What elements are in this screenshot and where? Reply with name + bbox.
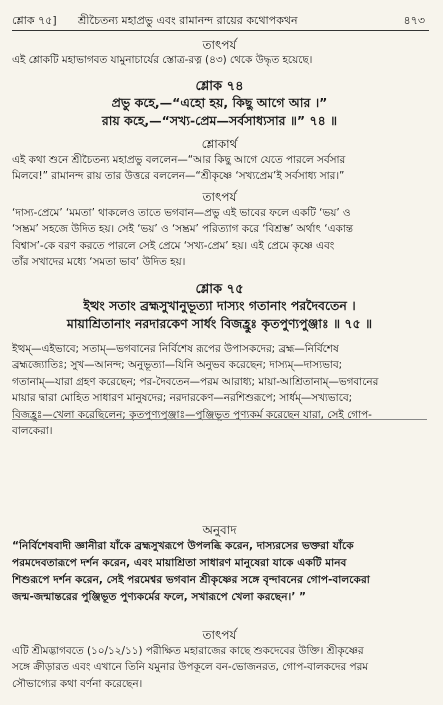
- purport-75-text: [12, 643, 427, 692]
- synonym-line: গতানাম্—যারা গ্রহণ করেছেন; পর-দৈবতেন—পরম আরাধ্য; মায়া-আশ্রিতানাম্—ভগবানের: [12, 375, 379, 388]
- purport-74-heading: তাৎপর্য: [202, 190, 237, 204]
- purport-74-text: [12, 205, 427, 271]
- synonym-line: ব্রহ্মজ্যোতিঃ; সুখ—আনন্দ; অনুভূত্যা—যিনি অনুভব করেছেন; দাস্যম্—দাস্যভাব;: [12, 359, 343, 372]
- running-verse-ref: শ্লোক ৭৫]: [12, 14, 57, 27]
- purport-line: তাঁর সখাদের মধ্যে ‘সমতা ভাব’ উদিত হয়।: [12, 256, 186, 269]
- header-rule: [12, 30, 429, 31]
- verse-75-text: [12, 297, 427, 333]
- verse-74-text: [12, 94, 427, 130]
- meaning-74-heading: শ্লোকার্থ: [201, 137, 238, 151]
- synonym-line: ইত্থম্—এইভাবে; সতাম্—ভগবানের নির্বিশেষ রূপের উপাসকদের; ব্রহ্ম—নির্বিশেষ: [12, 343, 339, 355]
- purport-line: ‘দাস্য-প্রেমে’ ‘মমতা’ থাকলেও তাতে ভগবান—প্রভু এই ভাবের ফলে একটি ‘ভয়’ ও: [12, 207, 351, 219]
- page-number: ৪৭৩: [403, 14, 425, 27]
- verse-74-heading: শ্লোক ৭৪: [195, 79, 244, 94]
- section-divider: [12, 419, 427, 420]
- purport-line: এই শ্লোকটি মহাভাগবত যামুনাচার্যের স্তোত্র-রত্ন (৪৩) থেকে উদ্ধৃত হয়েছে।: [12, 54, 313, 66]
- verse-74-line-2: রায় কহে,—“সখ্য-প্রেম—সর্বসাধ্যসার ॥” ৭৪ ॥: [101, 113, 338, 128]
- purport-line: ‘সম্ভ্রম’ সহজে উদিত হয়। সেই ‘ভয়’ ও ‘সম্ভ্রম’ পরিত্যাগ করে ‘বিশ্রম্ভ’ অর্থাৎ ‘একান্ত: [12, 223, 353, 236]
- purport-line: এটি শ্রীমদ্ভাগবতে (১০/১২/১১) পরীক্ষিত মহারাজের কাছে শুকদেবের উক্তি। শ্রীকৃষ্ণের: [12, 645, 364, 657]
- meaning-line: মিলবে!” রামানন্দ রায় তার উত্তরে বললেন—“শ্রীকৃষ্ণে ‘সখ্যপ্রেম’ই সর্বসাধ্য সার।”: [12, 170, 345, 183]
- purport-line: বিশ্বাস’-কে বরণ করতে পারলে সেই প্রেমে ‘সখ্য-প্রেম’ হয়। এই প্রেমে কৃষ্ণে এবং: [12, 239, 335, 252]
- meaning-line: এই কথা শুনে শ্রীচৈতন্য মহাপ্রভু বললেন—“আর কিছু আগে যেতে পারলে সর্বসার: [12, 154, 346, 166]
- purport-75-heading: তাৎপর্য: [202, 628, 237, 642]
- purport-line: সৌভাগ্যের কথা বর্ণনা করেছেন।: [12, 677, 143, 690]
- verse-75-line-1: ইত্থং সতাং ব্রহ্মসুখানুভূত্যা দাস্যং গতানাং পরদৈবতেন ।: [83, 298, 356, 313]
- synonym-line: বিজহ্রুঃ—খেলা করেছিলেন; কৃতপুণ্যপুঞ্জাঃ—পুঞ্জিভূত পুণ্যকর্ম করেছেন যারা, সেই গোপ-: [12, 408, 372, 421]
- purport-line: সঙ্গে ক্রীড়ারত এবং এখানে তিনি যমুনার উপকূলে বন-ভোজনরত, গোপ-বালকদের পরম: [12, 661, 369, 674]
- translation-line: “নির্বিশেষবাদী জ্ঞানীরা যাঁকে ব্রহ্মসুখরূপে উপলব্ধি করেন, দাস্যরসের ভক্তরা যাঁকে: [12, 540, 354, 552]
- meaning-74-text: [12, 152, 427, 185]
- synonyms-text: [12, 341, 427, 439]
- synonym-line: মায়ার দ্বারা মোহিত সাধারণ মানুষদের; নরদারকেণ—নরশিশুরূপে; সার্ধম্—সখ্যভাবে;: [12, 392, 353, 405]
- translation-heading: অনুবাদ: [202, 523, 237, 537]
- purport-text-1: [12, 52, 427, 68]
- verse-74-line-1: প্রভু কহে,—“এহো হয়, কিছু আগে আর ।”: [111, 95, 328, 110]
- translation-line: পরমদেবতারূপে দর্শন করেন, এবং মায়াশ্রিতা সাধারণ মানুষেরা যাকে একটি মানব: [12, 557, 347, 569]
- synonym-line: বালকেরা।: [12, 425, 53, 438]
- verse-75-line-2: মায়াশ্রিতানাং নরদারকেণ সার্ধং বিজহ্রুঃ কৃতপুণ্যপুঞ্জাঃ ॥ ৭৫ ॥: [66, 316, 373, 331]
- running-chapter-title: শ্রীচৈতন্য মহাপ্রভু এবং রামানন্দ রায়ের কথোপকথন: [78, 14, 298, 27]
- purport-heading-1: তাৎপর্য: [202, 38, 237, 52]
- translation-text: [12, 538, 427, 606]
- translation-line: শিশুরূপে দর্শন করেন, সেই পরমেশ্বর ভগবান শ্রীকৃষ্ণের সঙ্গে বৃন্দাবনের গোপ-বালকেরা: [12, 574, 370, 586]
- translation-line: জন্ম-জন্মান্তরের পুঞ্জিভূত পুণ্যকর্মের ফলে, সখারূপে খেলা করছেন।’ ”: [12, 591, 306, 603]
- verse-75-heading: শ্লোক ৭৫: [195, 282, 244, 297]
